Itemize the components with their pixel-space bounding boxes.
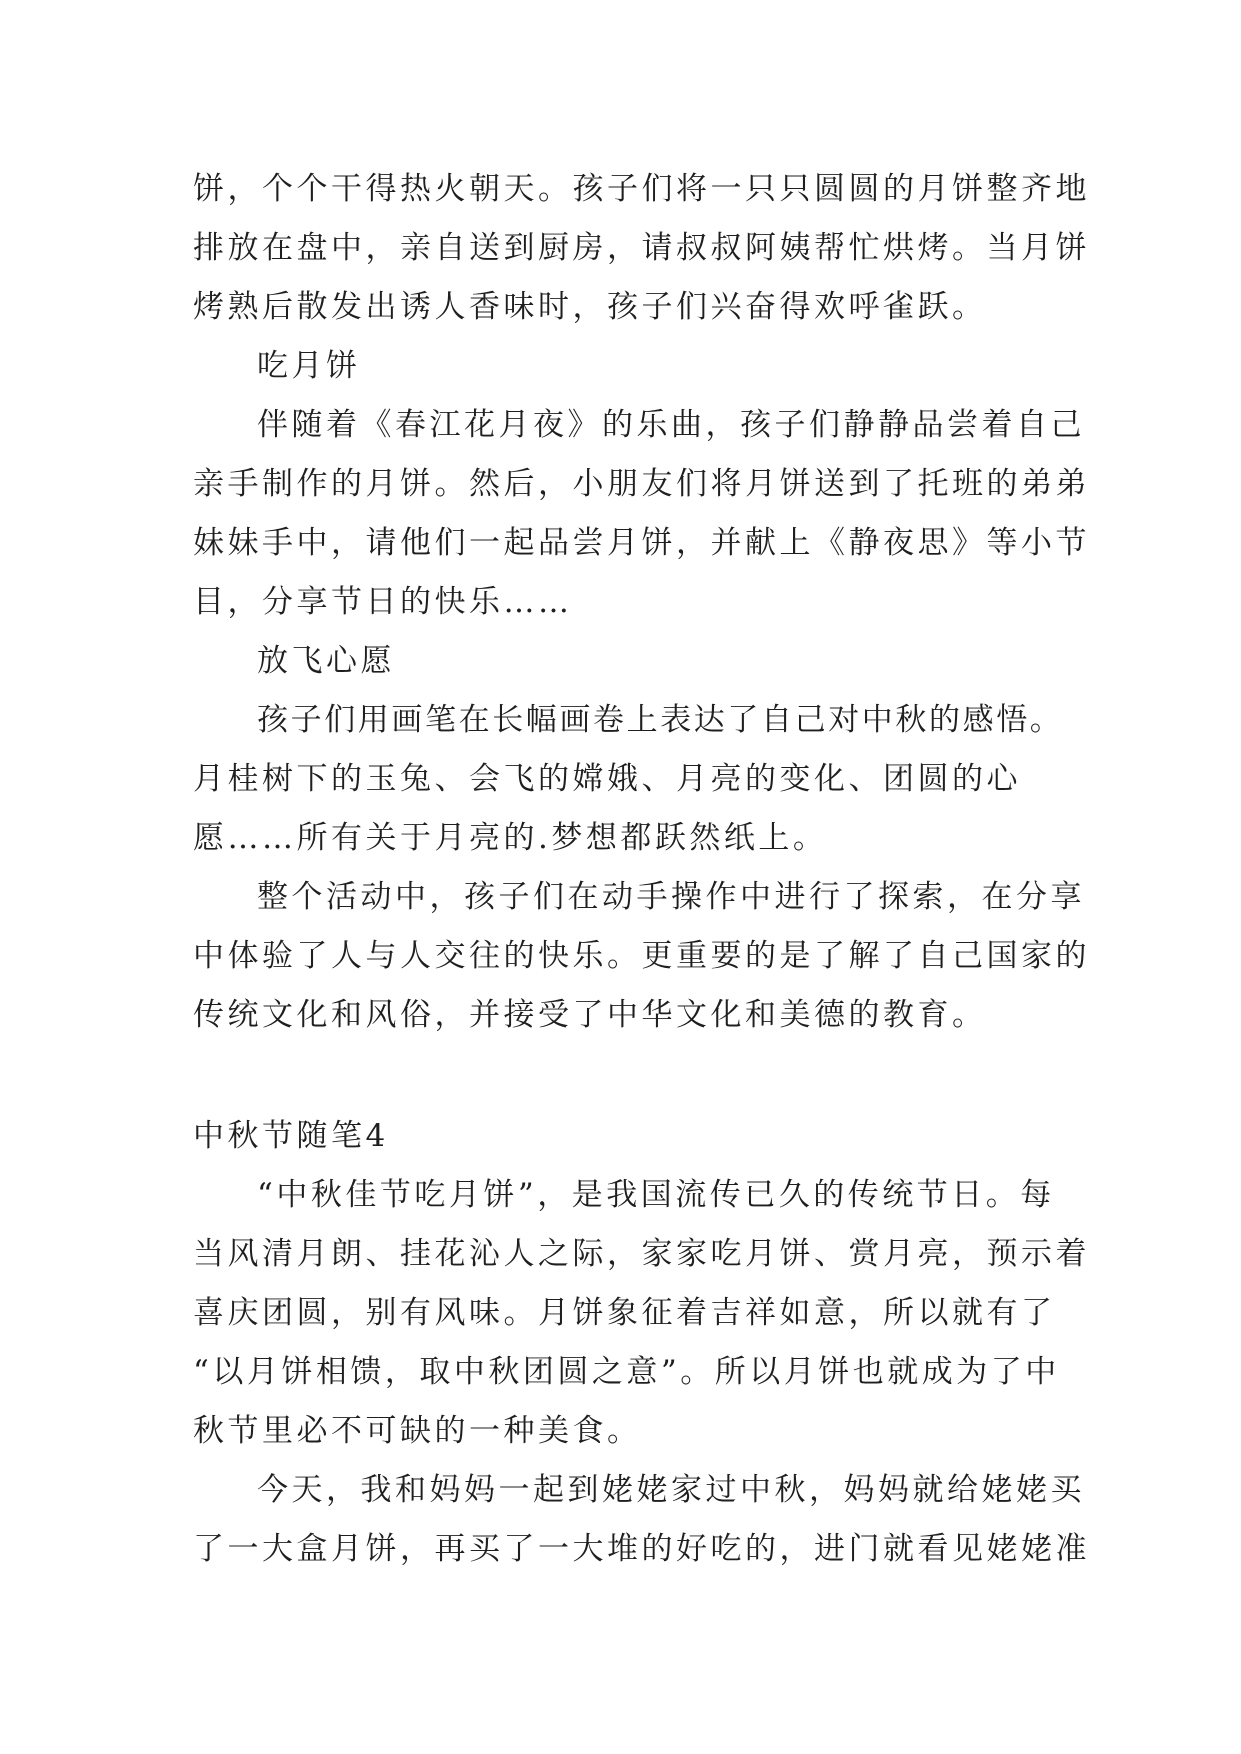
subheading-eat-mooncakes: 吃月饼: [257, 348, 361, 384]
text-line: 整个活动中，孩子们在动手操作中进行了探索，在分享: [257, 879, 1085, 915]
paragraph-visit-grandma: [193, 1461, 1090, 1579]
text-line: 中体验了人与人交往的快乐。更重要的是了解了自己国家的: [193, 938, 1090, 974]
paragraph-summary: [193, 868, 1090, 1045]
text-line: 烤熟后散发出诱人香味时，孩子们兴奋得欢呼雀跃。: [193, 289, 987, 325]
paragraph-eat-mooncakes: [193, 396, 1090, 632]
paragraph-release-wishes: [193, 691, 1063, 868]
text-line: 秋节里必不可缺的一种美食。: [193, 1413, 642, 1449]
text-line: 伴随着《春江花月夜》的乐曲，孩子们静静品尝着自己: [257, 407, 1085, 443]
section-title: 中秋节随笔4: [193, 1118, 389, 1154]
text-line: 目，分享节日的快乐……: [193, 584, 573, 620]
subheading-release-wishes: 放飞心愿: [257, 643, 395, 679]
text-line: “中秋佳节吃月饼”，是我国流传已久的传统节日。每: [257, 1177, 1055, 1213]
document-page: [193, 160, 1090, 1579]
paragraph-mid-autumn-intro: [193, 1166, 1090, 1461]
text-line: 孩子们用画笔在长幅画卷上表达了自己对中秋的感悟。: [257, 702, 1064, 738]
text-line: 传统文化和风俗，并接受了中华文化和美德的教育。: [193, 997, 987, 1033]
text-line: 饼，个个干得热火朝天。孩子们将一只只圆圆的月饼整齐地: [193, 171, 1090, 207]
text-line: 亲手制作的月饼。然后，小朋友们将月饼送到了托班的弟弟: [193, 466, 1090, 502]
text-line: 喜庆团圆，别有风味。月饼象征着吉祥如意，所以就有了: [193, 1295, 1056, 1331]
text-line: 了一大盒月饼，再买了一大堆的好吃的，进门就看见姥姥准: [193, 1531, 1090, 1567]
text-line: 愿……所有关于月亮的.梦想都跃然纸上。: [193, 820, 828, 856]
text-line: “以月饼相馈，取中秋团圆之意”。所以月饼也就成为了中: [193, 1354, 1060, 1390]
text-line: 今天，我和妈妈一起到姥姥家过中秋，妈妈就给姥姥买: [257, 1472, 1085, 1508]
text-line: 月桂树下的玉兔、会飞的嫦娥、月亮的变化、团圆的心: [193, 761, 1021, 797]
paragraph-making-mooncakes: [193, 160, 1090, 337]
text-line: 妹妹手中，请他们一起品尝月饼，并献上《静夜思》等小节: [193, 525, 1090, 561]
text-line: 当风清月朗、挂花沁人之际，家家吃月饼、赏月亮，预示着: [193, 1236, 1090, 1272]
text-line: 排放在盘中，亲自送到厨房，请叔叔阿姨帮忙烘烤。当月饼: [193, 230, 1090, 266]
